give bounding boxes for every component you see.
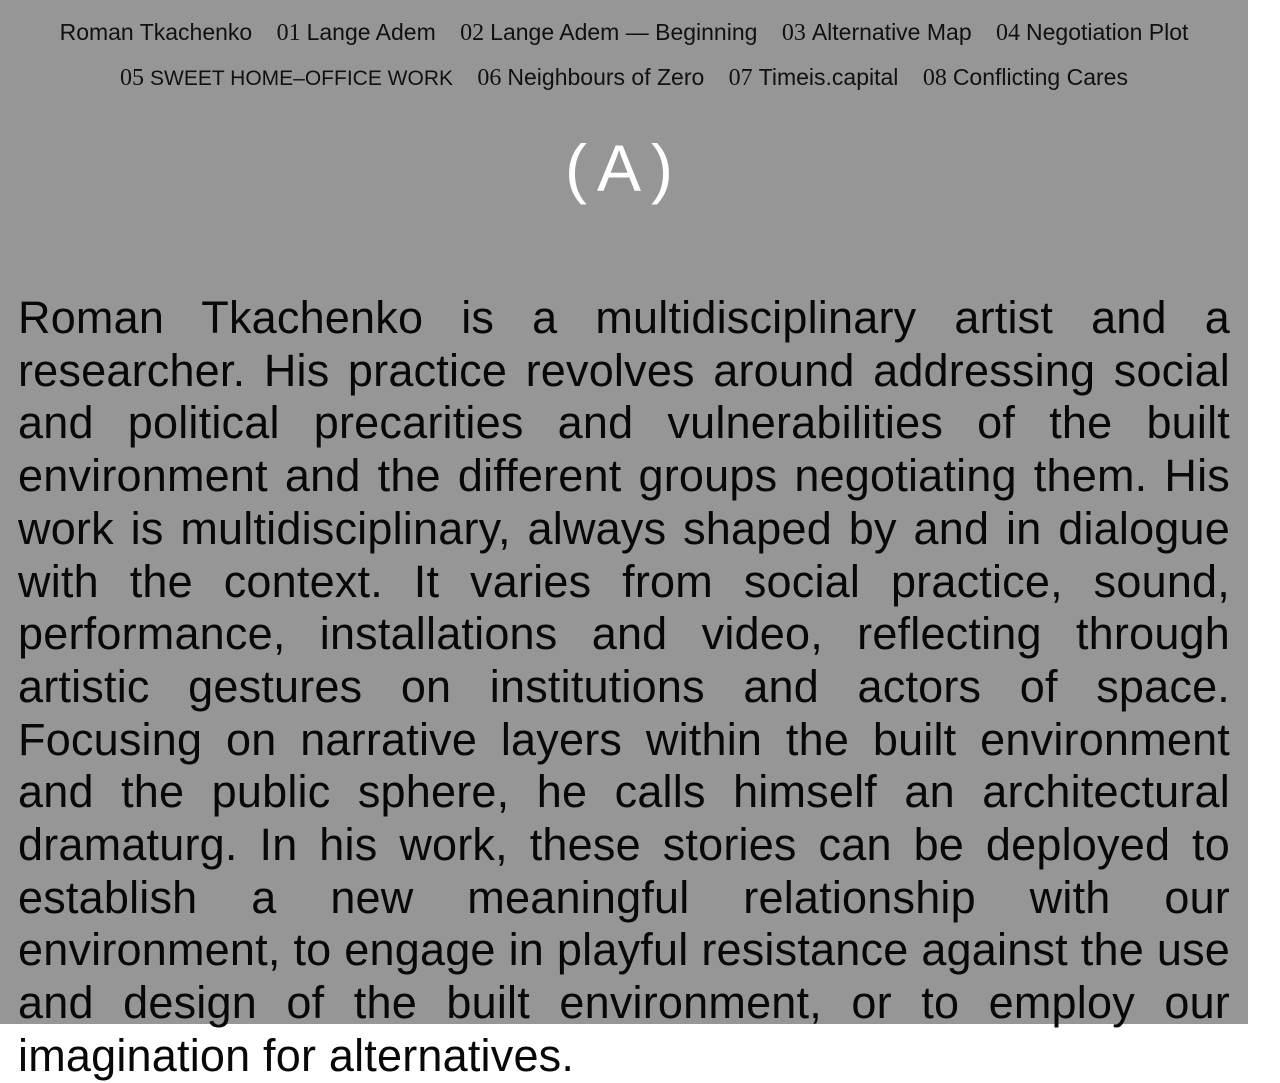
nav-row-1	[0, 10, 1248, 55]
nav-label: SWEET HOME–OFFICE WORK	[150, 67, 453, 90]
nav-label: Neighbours of Zero	[507, 64, 705, 90]
nav-label: Conflicting Cares	[952, 64, 1128, 90]
bio-paragraph: Roman Tkachenko is a multidisciplinary artist and a researcher. His practice revolves around addressing social and political precarities and vulnerabilities of the built environment and the different groups negotiating them. His work is multidisciplinary, always shaped by and in dialogue with the context. It varies from social practice, sound, performance, installations and video, reflecting through artistic gestures on institutions and actors of space. Focusing on narrative layers within the built environment and the public sphere, he calls himself an architectural dramaturg. In his work, these stories can be deployed to establish a new meaningful relationship with our environment, to engage in playful resistance against the use and design of the built environment, or to employ our imagination for alternatives.	[18, 292, 1230, 1081]
nav-number: 04	[996, 20, 1021, 46]
nav-label: Negotiation Plot	[1026, 19, 1189, 45]
nav-link-timeis-capital[interactable]	[729, 55, 899, 100]
nav-label: Timeis.capital	[758, 64, 899, 90]
nav-label: Lange Adem — Beginning	[490, 19, 758, 45]
section-mark: (A)	[565, 131, 683, 205]
project-nav	[0, 10, 1248, 101]
nav-label: Lange Adem	[306, 19, 436, 45]
nav-number: 08	[922, 65, 947, 91]
nav-link-home[interactable]	[60, 10, 253, 54]
nav-link-lange-adem[interactable]	[277, 10, 436, 55]
nav-link-neighbours-of-zero[interactable]	[477, 55, 704, 100]
nav-row-2	[0, 55, 1248, 101]
nav-number: 07	[728, 65, 753, 91]
nav-label: Alternative Map	[811, 19, 972, 45]
nav-number: 05	[120, 65, 145, 91]
nav-link-conflicting-cares[interactable]	[923, 55, 1128, 100]
nav-link-negotiation-plot[interactable]	[996, 10, 1188, 55]
nav-link-alternative-map[interactable]	[782, 10, 972, 55]
nav-link-sweet-home-office-work[interactable]	[120, 55, 453, 101]
nav-number: 02	[460, 20, 485, 46]
nav-number: 06	[477, 65, 502, 91]
nav-label: Roman Tkachenko	[59, 19, 253, 45]
nav-link-lange-adem-beginning[interactable]	[460, 10, 757, 55]
nav-number: 01	[276, 20, 301, 46]
nav-number: 03	[781, 20, 806, 46]
